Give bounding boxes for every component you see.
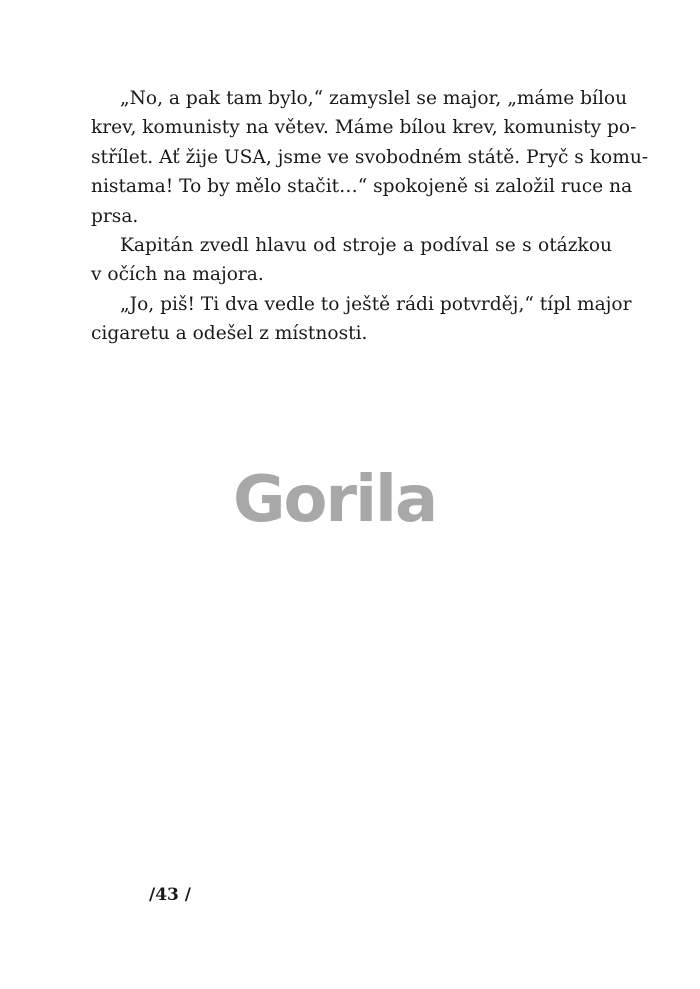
text-line: „Jo, piš! Ti dva vedle to ještě rádi potvrděj,“ típl major	[120, 293, 632, 315]
text-line: střílet. Ať žije USA, jsme ve svobodném státě. Pryč s komu-	[91, 146, 649, 168]
gorila-watermark-logo: Gorila	[233, 463, 437, 537]
paragraph-3	[91, 290, 632, 349]
page-number: /43 /	[149, 885, 191, 905]
paragraph-1	[91, 84, 649, 231]
paragraph-2	[91, 231, 612, 290]
text-line: prsa.	[91, 205, 139, 227]
text-line: cigaretu a odešel z místnosti.	[91, 323, 368, 345]
text-line: v očích na majora.	[91, 264, 264, 286]
body-text	[91, 84, 649, 349]
text-line: nistama! To by mělo stačit…“ spokojeně si založil ruce na	[91, 176, 633, 198]
text-line: „No, a pak tam bylo,“ zamyslel se major, „máme bílou	[120, 88, 628, 109]
text-line: Kapitán zvedl hlavu od stroje a podíval se s otázkou	[120, 235, 612, 257]
text-line: krev, komunisty na větev. Máme bílou krev, komunisty po-	[91, 117, 637, 139]
